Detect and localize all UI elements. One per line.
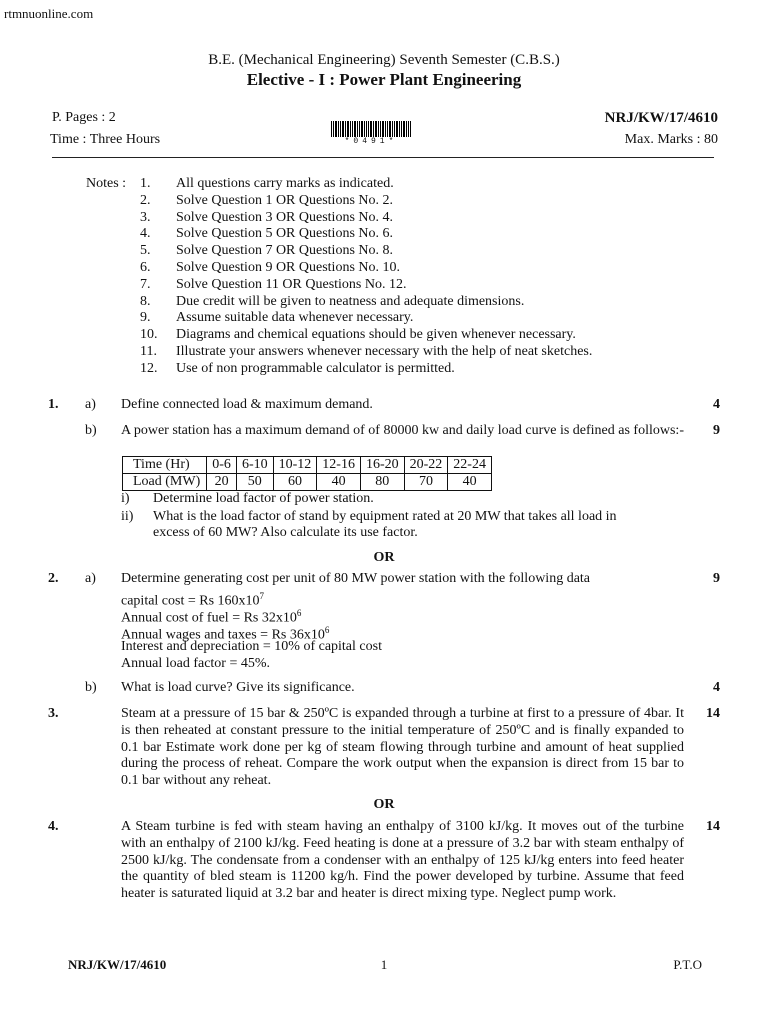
note-text: Solve Question 11 OR Questions No. 12. — [176, 276, 407, 292]
table-cell-time: 0-6 — [207, 457, 237, 474]
note-item — [140, 310, 592, 327]
note-text: Use of non programmable calculator is permitted. — [176, 360, 455, 376]
note-text: Illustrate your answers whenever necessary with the help of neat sketches. — [176, 343, 593, 359]
header-divider — [52, 157, 714, 158]
note-number: 8. — [140, 293, 151, 309]
question-4-text: A Steam turbine is fed with steam having an enthalpy of 3100 kJ/kg. It moves out of the turbine with an enthalpy of 2100 kJ/kg. Feed heating is done at a pressure of 3.2 bar with steam enthalpy of 2500 kJ/kg. The condensate from a condenser with an enthalpy of 125 kJ/kg enters into feed heater the quantity of bled steam is 11200 kg/h. Find the power developed by turbine. Assume that feed heater is saturated liquid at 3.2 bar and heater is direct mixing type. Neglect pump work. — [121, 819, 684, 902]
note-text: Assume suitable data whenever necessary. — [176, 310, 414, 326]
question-3-text: Steam at a pressure of 15 bar & 250ºC is expanded through a turbine at first to a pressure of 4bar. It is then reheated at constant pressure to the initial temperature of 250ºC and is finally expanded to 0.1 bar Estimate work done per kg of steam flowing through turbine and amount of heat supplied during the process of reheat. Compare the work output when the expansion is direct from 15 bar to 0.1 bar without any reheat. — [121, 706, 684, 789]
note-item — [140, 210, 592, 227]
question-1b-ii-text-continued: excess of 60 MW? Also calculate its use factor. — [153, 525, 418, 540]
load-factor-line: Annual load factor = 45%. — [121, 656, 271, 671]
load-curve-table — [122, 456, 492, 491]
question-1b-text: A power station has a maximum demand of of 80000 kw and daily load curve is defined as follows:- — [121, 423, 684, 438]
question-2-number: 2. — [48, 571, 59, 586]
footer-pto: P.T.O — [673, 957, 702, 972]
note-item — [140, 327, 592, 344]
note-number: 3. — [140, 209, 151, 225]
table-cell-time: 20-22 — [404, 457, 448, 474]
note-text: Solve Question 3 OR Questions No. 4. — [176, 209, 393, 225]
capital-cost-exponent: 7 — [259, 591, 265, 601]
fuel-cost-text: Annual cost of fuel = Rs 32x10 — [121, 610, 297, 626]
note-item — [140, 176, 592, 193]
question-2b-text: What is load curve? Give its significance. — [121, 680, 355, 695]
note-text: Solve Question 9 OR Questions No. 10. — [176, 259, 400, 275]
wages-exponent: 6 — [324, 625, 330, 635]
site-watermark: rtmnuonline.com — [4, 6, 94, 21]
question-1b-i-label: i) — [121, 491, 130, 506]
exam-duration: Time : Three Hours — [50, 132, 161, 147]
note-text: Due credit will be given to neatness and adequate dimensions. — [176, 293, 525, 309]
note-text: Solve Question 5 OR Questions No. 6. — [176, 226, 393, 242]
notes-label: Notes : — [86, 176, 127, 191]
note-item — [140, 226, 592, 243]
footer-page-number: 1 — [380, 957, 388, 972]
interest-line: Interest and depreciation = 10% of capital cost — [121, 639, 382, 654]
question-1a-label: a) — [85, 397, 96, 412]
question-3-number: 3. — [48, 706, 59, 721]
question-2a-marks: 9 — [713, 571, 720, 586]
question-1b-i-text: Determine load factor of power station. — [153, 491, 374, 506]
note-item — [140, 260, 592, 277]
max-marks: Max. Marks : 80 — [624, 132, 718, 147]
note-number: 6. — [140, 259, 151, 275]
note-number: 7. — [140, 276, 151, 292]
table-row — [123, 474, 492, 491]
footer-paper-code: NRJ/KW/17/4610 — [68, 957, 167, 972]
note-text: Solve Question 1 OR Questions No. 2. — [176, 192, 393, 208]
table-cell-load: 60 — [273, 474, 317, 491]
table-cell-load: 50 — [236, 474, 273, 491]
barcode-number: *0491* — [344, 137, 398, 146]
note-number: 9. — [140, 310, 151, 326]
question-1-number: 1. — [48, 397, 59, 412]
note-number: 10. — [140, 327, 158, 343]
table-cell-time: 16-20 — [360, 457, 404, 474]
question-2b-label: b) — [85, 680, 97, 695]
question-2b-marks: 4 — [713, 680, 720, 695]
table-cell-load: 20 — [207, 474, 237, 491]
note-item — [140, 344, 592, 361]
table-row-header: Time (Hr) — [123, 457, 207, 474]
note-item — [140, 193, 592, 210]
question-4-number: 4. — [48, 819, 59, 834]
table-cell-time: 12-16 — [317, 457, 361, 474]
question-1a-text: Define connected load & maximum demand. — [121, 397, 373, 412]
question-4-marks: 14 — [706, 819, 720, 834]
table-cell-time: 10-12 — [273, 457, 317, 474]
table-row-header: Load (MW) — [123, 474, 207, 491]
note-text: Solve Question 7 OR Questions No. 8. — [176, 243, 393, 259]
question-2a-text: Determine generating cost per unit of 80 MW power station with the following data — [121, 571, 591, 586]
note-item — [140, 277, 592, 294]
exam-program: B.E. (Mechanical Engineering) Seventh Semester (C.B.S.) — [208, 52, 560, 68]
note-number: 1. — [140, 176, 151, 191]
question-1b-label: b) — [85, 423, 97, 438]
question-3-marks: 14 — [706, 706, 720, 721]
page-count: P. Pages : 2 — [52, 110, 116, 125]
note-number: 11. — [140, 343, 157, 359]
capital-cost-text: capital cost = Rs 160x10 — [121, 593, 260, 609]
question-1b-marks: 9 — [713, 423, 720, 438]
table-cell-load: 40 — [448, 474, 492, 491]
wages-text: Annual wages and taxes = Rs 36x10 — [121, 627, 325, 643]
question-1a-marks: 4 — [713, 397, 720, 412]
question-2a-label: a) — [85, 571, 96, 586]
question-1b-ii-text: What is the load factor of stand by equipment rated at 20 MW that takes all load in — [153, 509, 617, 524]
note-item — [140, 361, 592, 378]
question-1b-ii-label: ii) — [121, 509, 134, 524]
table-row — [123, 457, 492, 474]
notes-list — [140, 176, 592, 378]
barcode-image — [331, 121, 411, 137]
table-cell-load: 40 — [317, 474, 361, 491]
paper-title: Elective - I : Power Plant Engineering — [246, 70, 522, 89]
note-item — [140, 243, 592, 260]
note-text: All questions carry marks as indicated. — [176, 176, 394, 191]
table-cell-load: 80 — [360, 474, 404, 491]
note-number: 4. — [140, 226, 151, 242]
paper-code: NRJ/KW/17/4610 — [604, 110, 718, 126]
table-cell-load: 70 — [404, 474, 448, 491]
fuel-cost-exponent: 6 — [296, 608, 302, 618]
note-number: 12. — [140, 360, 158, 376]
note-text: Diagrams and chemical equations should be given whenever necessary. — [176, 327, 576, 343]
table-cell-time: 22-24 — [448, 457, 492, 474]
note-number: 5. — [140, 243, 151, 259]
note-item — [140, 294, 592, 311]
or-divider: OR — [373, 550, 395, 565]
table-cell-time: 6-10 — [236, 457, 273, 474]
or-divider: OR — [373, 797, 395, 812]
note-number: 2. — [140, 192, 151, 208]
